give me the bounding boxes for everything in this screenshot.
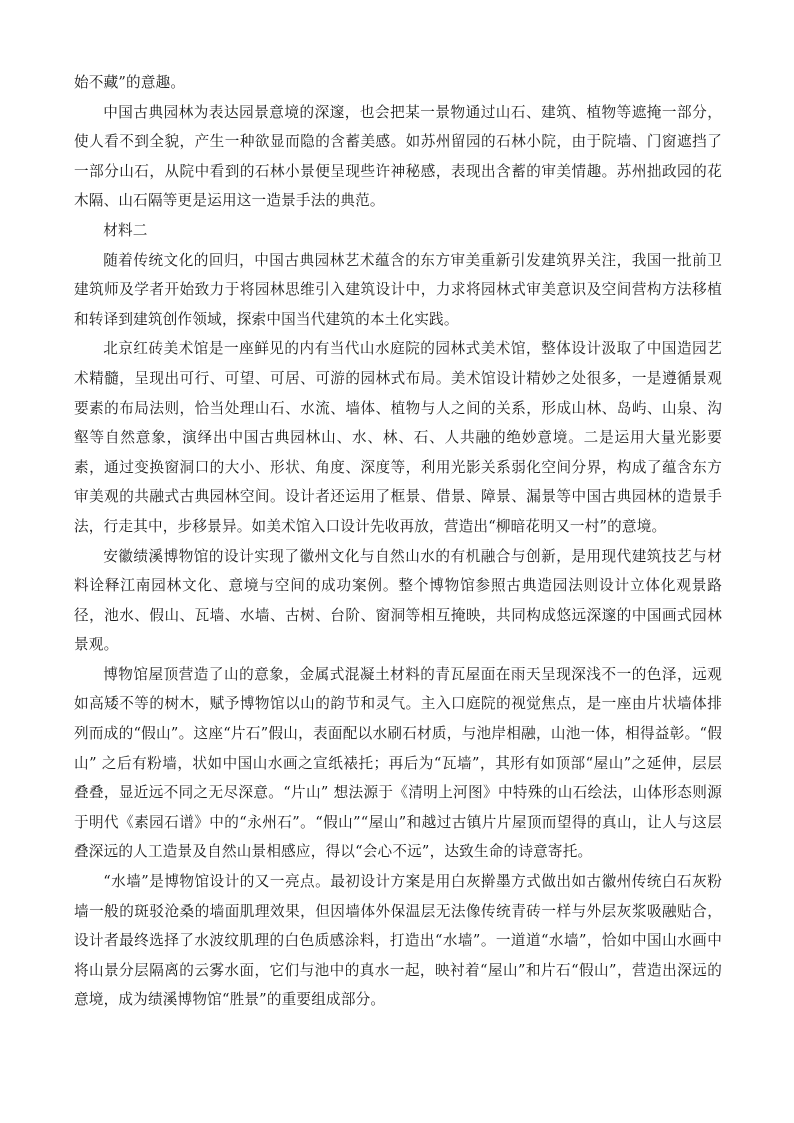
paragraph-jixi-museum-design: 安徽绩溪博物馆的设计实现了徽州文化与自然山水的有机融合与创新，是用现代建筑技艺与材料诠释江南园林文化、意境与空间的成功案例。整个博物馆参照古典造园法则设计立体化观景路径，池水、假山、瓦墙、水墙、古树、台阶、窗洞等相互掩映，共同构成悠远深邃的中国画式园林景观。 <box>74 547 722 654</box>
continued-line: 始不藏”的意趣。 <box>74 74 186 91</box>
paragraph-classical-garden-concealment: 中国古典园林为表达园景意境的深邃，也会把某一景物通过山石、建筑、植物等遮掩一部分，使人看不到全貌，产生一种欲显而隐的含蓄美感。如苏州留园的石林小院，由于院墙、门窗遮挡了一部分山石，从院中看到的石林小景便呈现些许神秘感，表现出含蓄的审美情趣。苏州拙政园的花木隔、山石隔等更是运用这一造景手法的典范。 <box>74 103 722 210</box>
paragraph-beijing-red-brick-museum: 北京红砖美术馆是一座鲜见的内有当代山水庭院的园林式美术馆，整体设计汲取了中国造园艺术精髓，呈现出可行、可望、可居、可游的园林式布局。美术馆设计精妙之处很多，一是遵循景观要素的布局法则，恰当处理山石、水流、墙体、植物与人之间的关系，形成山林、岛屿、山泉、沟壑等自然意象，演绎出中国古典园林山、水、林、石、人共融的绝妙意境。二是运用大量光影要素，通过变换窗洞口的大小、形状、角度、深度等，利用光影关系弱化空间分界，构成了蕴含东方审美观的共融式古典园林空间。设计者还运用了框景、借景、障景、漏景等中国古典园林的造景手法，行走其中，步移景异。如美术馆入口设计先收再放，营造出“柳暗花明又一村”的意境。 <box>74 340 722 535</box>
paragraph-traditional-culture-return: 随着传统文化的回归，中国古典园林艺术蕴含的东方审美重新引发建筑界关注，我国一批前卫建筑师及学者开始致力于将园林思维引入建筑设计中，力求将园林式审美意识及空间营构方法移植和转译到建筑创作领域，探索中国当代建筑的本土化实践。 <box>74 251 722 328</box>
paragraph-museum-roof-mountain: 博物馆屋顶营造了山的意象，金属式混凝土材料的青瓦屋面在雨天呈现深浅不一的色泽，远观如高矮不等的树木，赋予博物馆以山的韵节和灵气。主入口庭院的视觉焦点，是一座由片状墙体排列而成的“假山”。这座“片石”假山，表面配以水刷石材质，与池岸相融，山池一体，相得益彰。“假山” 之后有粉墙，状如中国山水画之宣纸裱托；再后为“瓦墙”，其形有如顶部“屋山”之延伸，层层叠叠，显近远不同之无尽深意。“片山” 想法源于《清明上河图》中特殊的山石绘法，山体形态则源于明代《素园石谱》中的“永州石”。“假山”“屋山”和越过古镇片片屋顶而望得的真山，让人与这层叠深远的人工造景及自然山景相感应，得以“会心不远”，达致生命的诗意寄托。 <box>74 665 722 861</box>
paragraph-water-wall: “水墙”是博物馆设计的又一亮点。最初设计方案是用白灰擀墨方式做出如古徽州传统白石灰粉墙一般的斑驳沧桑的墙面肌理效果，但因墙体外保温层无法像传统青砖一样与外层灰浆吸融贴合，设计者最终选择了水波纹肌理的白色质感涂料，打造出“水墙”。一道道“水墙”，恰如中国山水画中将山景分层隔离的云雾水面，它们与池中的真水一起，映衬着“屋山”和片石“假山”，营造出深远的意境，成为绩溪博物馆“胜景”的重要组成部分。 <box>74 873 722 1009</box>
document-body <box>74 68 722 1015</box>
section-heading-material-two: 材料二 <box>103 221 148 239</box>
